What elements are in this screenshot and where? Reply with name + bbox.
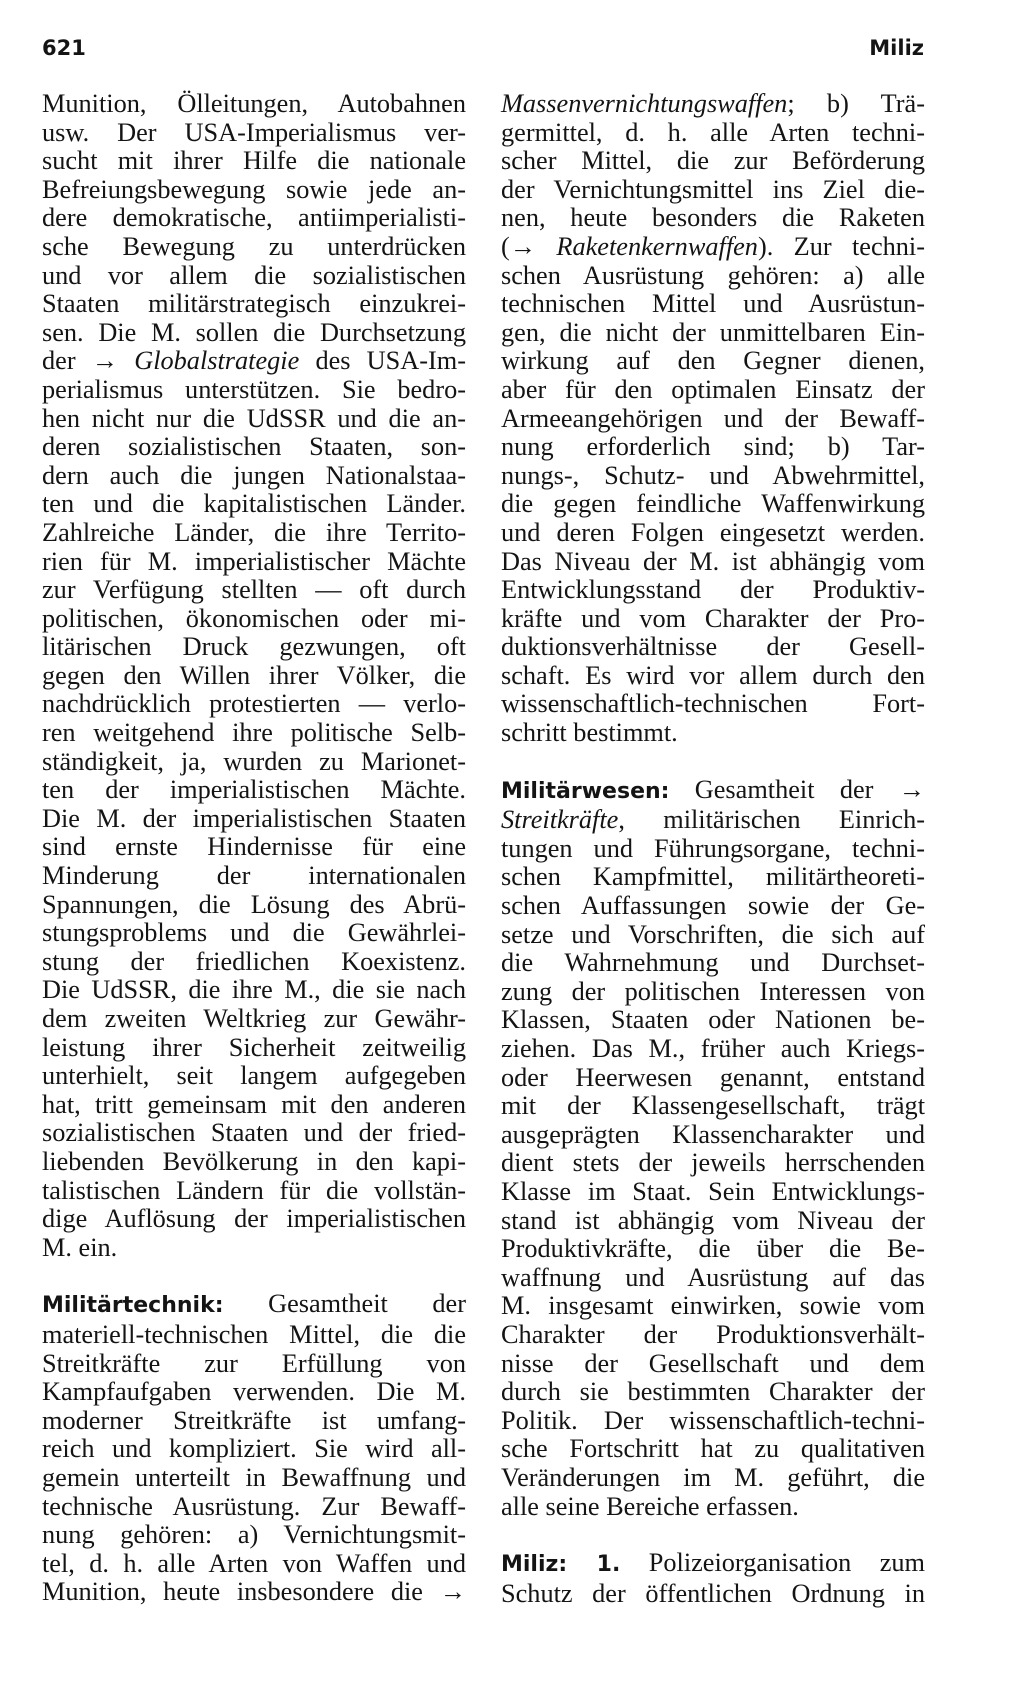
line-text: mit der Klassengesellschaft, trägt: [501, 1091, 925, 1121]
line-text: Armeeangehörigen und der Bewaff-: [501, 403, 925, 433]
line-text: germittel, d. h. alle Arten techni-: [501, 117, 925, 147]
text-line: [501, 662, 925, 691]
line-text: materiell-technischen Mittel, die die: [42, 1319, 466, 1349]
line-text: Streitkräfte zur Erfüllung von: [42, 1348, 466, 1378]
text-line: [42, 376, 466, 405]
line-text: Die UdSSR, die ihre M., die sie nach: [42, 975, 466, 1005]
line-text: stand ist abhängig vom Niveau der: [501, 1205, 925, 1235]
line-text: Klasse im Staat. Sein Entwicklungs-: [501, 1176, 925, 1206]
entry-gap: [501, 1521, 925, 1549]
text-line: [501, 433, 925, 462]
text-line: [42, 748, 466, 777]
line-text: der: [42, 346, 92, 376]
text-line: [42, 1578, 466, 1607]
text-line: [501, 1121, 925, 1150]
text-line: [42, 119, 466, 148]
text-line: [42, 1290, 466, 1321]
text-line: [501, 605, 925, 634]
line-text: setze und Vorschriften, die sich auf: [501, 919, 925, 949]
cross-reference-arrow-icon: →: [898, 774, 925, 804]
line-text: gen, die nicht der unmittelbaren Ein-: [501, 317, 925, 347]
text-line: [42, 1321, 466, 1350]
line-text: schen Auffassungen sowie der Ge-: [501, 891, 925, 921]
text-line: [501, 633, 925, 662]
line-text: nisse der Gesellschaft und dem: [501, 1348, 925, 1378]
text-line: [501, 376, 925, 405]
text-line: [42, 719, 466, 748]
line-text: talistischen Ländern für die vollstän-: [42, 1175, 466, 1205]
line-text: oder Heerwesen genannt, entstand: [501, 1062, 925, 1092]
line-text: hat, tritt gemeinsam mit den anderen: [42, 1089, 466, 1119]
line-text: Minderung der internationalen: [42, 861, 466, 891]
line-text: duktionsverhältnisse der Gesell-: [501, 632, 925, 662]
text-line: [42, 262, 466, 291]
line-text: dige Auflösung der imperialistischen: [42, 1204, 466, 1234]
line-text: Polizeiorganisation zum: [620, 1548, 925, 1578]
text-line: [501, 1264, 925, 1293]
text-line: [501, 576, 925, 605]
text-line: [501, 405, 925, 434]
line-text: deren sozialistischen Staaten, son-: [42, 432, 466, 462]
text-line: [42, 405, 466, 434]
line-text: dere demokratische, antiimperialisti-: [42, 203, 466, 233]
text-line: [501, 319, 925, 348]
text-line: [501, 1493, 925, 1522]
line-text: moderner Streitkräfte ist umfang-: [42, 1405, 466, 1435]
text-line: [42, 347, 466, 376]
text-line: [501, 347, 925, 376]
text-line: [42, 633, 466, 662]
cross-reference-arrow-icon: →: [509, 231, 537, 261]
right-column: [501, 90, 925, 1608]
text-line: [42, 176, 466, 205]
text-line: [42, 891, 466, 920]
line-text: tel, d. h. alle Arten von Waffen und: [42, 1548, 466, 1578]
line-text: nung erforderlich sind; b) Tar-: [501, 432, 925, 462]
line-text: und deren Folgen eingesetzt werden.: [501, 517, 925, 547]
text-line: [42, 1378, 466, 1407]
line-text: litärischen Druck gezwungen, oft: [42, 632, 466, 662]
line-text: Das Niveau der M. ist abhängig vom: [501, 546, 925, 576]
line-text: rien für M. imperialistischer Mächte: [42, 546, 466, 576]
text-line: [501, 1207, 925, 1236]
line-text: , militärischen Einrich-: [618, 805, 925, 835]
line-text: technischen Mittel und Ausrüstun-: [501, 289, 925, 319]
line-text: der Vernichtungsmittel ins Ziel die-: [501, 174, 925, 204]
line-text: waffnung und Ausrüstung auf das: [501, 1262, 925, 1292]
line-text: sucht mit ihrer Hilfe die nationale: [42, 146, 466, 176]
text-line: [501, 806, 925, 835]
text-line: [42, 690, 466, 719]
text-line: [501, 1321, 925, 1350]
text-line: [501, 90, 925, 119]
text-line: [501, 1006, 925, 1035]
line-text: scher Mittel, die zur Beförderung: [501, 146, 925, 176]
text-line: [42, 319, 466, 348]
line-text: ). Zur techni-: [757, 231, 925, 261]
headword-militaerwesen: Militärwesen:: [501, 778, 670, 804]
line-text: alle seine Bereiche erfassen.: [501, 1491, 799, 1521]
line-text: schen Kampfmittel, militärtheoreti-: [501, 862, 925, 892]
line-text: Entwicklungsstand der Produktiv-: [501, 575, 925, 605]
line-text: nungs-, Schutz- und Abwehrmittel,: [501, 460, 925, 490]
entry-militaerwesen: [501, 776, 925, 1521]
line-text: politischen, ökonomischen oder mi-: [42, 603, 466, 633]
line-text: Munition, Ölleitungen, Autobahnen: [42, 89, 466, 118]
line-text: und vor allem die sozialistischen: [42, 260, 466, 290]
line-text: Munition, heute insbesondere die: [42, 1577, 440, 1607]
line-text: gemein unterteilt in Bewaffnung und: [42, 1462, 466, 1492]
text-line: [501, 921, 925, 950]
text-line: [501, 233, 925, 262]
line-text: technische Ausrüstung. Zur Bewaff-: [42, 1491, 466, 1521]
line-text: Die M. der imperialistischen Staaten: [42, 803, 466, 833]
line-text: reich und kompliziert. Sie wird all-: [42, 1434, 466, 1464]
line-text: stungsproblems und die Gewährlei-: [42, 918, 466, 948]
cross-reference-term: Globalstrategie: [118, 346, 300, 376]
text-line: [42, 1521, 466, 1550]
text-line: [501, 147, 925, 176]
text-line: [42, 576, 466, 605]
line-text: sozialistischen Staaten und der fried-: [42, 1118, 466, 1148]
text-line: [501, 892, 925, 921]
entry-gap: [42, 1262, 466, 1290]
text-line: [42, 1205, 466, 1234]
headword-militaertechnik: Militärtechnik:: [42, 1293, 224, 1319]
text-line: [501, 1064, 925, 1093]
text-line: [501, 1092, 925, 1121]
line-text: die Wahrnehmung und Durchset-: [501, 948, 925, 978]
line-text: zur Verfügung stellten — oft durch: [42, 575, 466, 605]
text-line: [42, 776, 466, 805]
text-line: [42, 1177, 466, 1206]
text-line: [501, 1178, 925, 1207]
line-text: nung gehören: a) Vernichtungsmit-: [42, 1520, 466, 1550]
text-line: [501, 1235, 925, 1264]
line-text: schaft. Es wird vor allem durch den: [501, 660, 925, 690]
text-line: [42, 919, 466, 948]
line-text: sche Fortschritt hat zu qualitativen: [501, 1434, 925, 1464]
line-text: durch sie bestimmten Charakter der: [501, 1377, 925, 1407]
text-line: [42, 462, 466, 491]
text-line: [42, 662, 466, 691]
text-line: [42, 1062, 466, 1091]
line-text: aber für den optimalen Einsatz der: [501, 374, 925, 404]
line-text: Spannungen, die Lösung des Abrü-: [42, 889, 466, 919]
text-line: [42, 233, 466, 262]
text-line: [501, 1407, 925, 1436]
line-text: dient stets der jeweils herrschenden: [501, 1148, 925, 1178]
text-line: [501, 1464, 925, 1493]
line-text: Befreiungsbewegung sowie jede an-: [42, 174, 466, 204]
text-line: [42, 433, 466, 462]
entry-militaertechnik-cont: [501, 90, 925, 748]
line-text: Charakter der Produktionsverhält-: [501, 1319, 925, 1349]
text-line: [42, 948, 466, 977]
cross-reference-term: Raketenkernwaffen: [536, 231, 758, 261]
text-line: [42, 1148, 466, 1177]
line-text: dem zweiten Weltkrieg zur Gewähr-: [42, 1004, 466, 1033]
line-text: leistung ihrer Sicherheit zeitweilig: [42, 1032, 466, 1062]
text-line: [42, 1493, 466, 1522]
text-line: [42, 1234, 466, 1263]
line-text: die gegen feindliche Waffenwirkung: [501, 489, 925, 519]
line-text: schen Ausrüstung gehören: a) alle: [501, 260, 925, 290]
line-text: wissenschaftlich-technischen Fort-: [501, 689, 925, 719]
text-line: [501, 1292, 925, 1321]
left-column: [42, 90, 466, 1607]
text-line: [501, 719, 925, 748]
text-line: [501, 835, 925, 864]
text-line: [501, 119, 925, 148]
cross-reference-term: Streitkräfte: [501, 805, 619, 835]
text-line: [501, 262, 925, 291]
cross-reference-arrow-icon: →: [91, 346, 119, 376]
line-text: ten und die kapitalistischen Länder.: [42, 489, 466, 519]
text-line: [42, 605, 466, 634]
line-text: sche Bewegung zu unterdrücken: [42, 231, 466, 261]
line-text: des USA-Im-: [299, 346, 467, 376]
line-text: (: [501, 231, 510, 261]
line-text: nen, heute besonders die Raketen: [501, 203, 925, 233]
line-text: zung der politischen Interessen von: [501, 976, 925, 1006]
line-text: Klassen, Staaten oder Nationen be-: [501, 1005, 925, 1035]
line-text: nachdrücklich protestierten — verlo-: [42, 689, 466, 719]
text-line: [42, 805, 466, 834]
line-text: Produktivkräfte, die über die Be-: [501, 1234, 925, 1264]
text-line: [42, 204, 466, 233]
line-text: ten der imperialistischen Mächte.: [42, 775, 466, 805]
line-text: ren weitgehend ihre politische Selb-: [42, 718, 466, 748]
entry-gap: [501, 748, 925, 776]
line-text: sind ernste Hindernisse für eine: [42, 832, 466, 862]
line-text: Gesamtheit der: [223, 1289, 466, 1319]
text-line: [501, 462, 925, 491]
line-text: liebenden Bevölkerung in den kapi-: [42, 1146, 466, 1176]
line-text: ziehen. Das M., früher auch Kriegs-: [501, 1034, 925, 1063]
text-line: [501, 548, 925, 577]
line-text: sen. Die M. sollen die Durchsetzung: [42, 317, 466, 347]
line-text: ; b) Trä-: [787, 89, 925, 118]
line-text: wirkung auf den Gegner dienen,: [501, 346, 925, 376]
text-line: [42, 90, 466, 119]
text-line: [501, 1149, 925, 1178]
text-line: [42, 519, 466, 548]
text-line: [501, 1435, 925, 1464]
headword-miliz: Miliz:: [501, 1552, 568, 1578]
sense-number: 1.: [567, 1552, 621, 1578]
running-head: Miliz: [869, 36, 924, 60]
line-text: schritt bestimmt.: [501, 718, 678, 748]
cross-reference-term: Massenvernichtungswaffen: [501, 89, 788, 118]
text-line: [42, 976, 466, 1005]
text-line: [42, 1407, 466, 1436]
text-line: [501, 1580, 925, 1609]
cross-reference-arrow-icon: →: [439, 1577, 466, 1607]
line-text: unterhielt, seit langem aufgegeben: [42, 1061, 466, 1091]
text-line: [42, 1034, 466, 1063]
line-text: kräfte und vom Charakter der Pro-: [501, 603, 925, 633]
text-line: [501, 1350, 925, 1379]
text-line: [501, 978, 925, 1007]
text-line: [501, 290, 925, 319]
text-line: [501, 1378, 925, 1407]
text-line: [501, 490, 925, 519]
page-number: 621: [42, 36, 86, 60]
text-line: [42, 1350, 466, 1379]
page-header: [42, 36, 924, 66]
line-text: M. insgesamt einwirken, sowie vom: [501, 1291, 925, 1321]
text-line: [501, 204, 925, 233]
text-line: [42, 1550, 466, 1579]
text-line: [42, 490, 466, 519]
text-line: [42, 1091, 466, 1120]
line-text: Politik. Der wissenschaftlich-techni-: [501, 1405, 925, 1435]
line-text: ausgeprägten Klassencharakter und: [501, 1119, 925, 1149]
text-line: [501, 1549, 925, 1580]
line-text: gegen den Willen ihrer Völker, die: [42, 660, 466, 690]
line-text: Staaten militärstrategisch einzukrei-: [42, 289, 466, 319]
line-text: Veränderungen im M. geführt, die: [501, 1462, 925, 1492]
text-line: [42, 1119, 466, 1148]
text-line: [42, 290, 466, 319]
line-text: Gesamtheit der: [669, 774, 899, 804]
line-text: Zahlreiche Länder, die ihre Territo-: [42, 517, 466, 547]
text-line: [42, 833, 466, 862]
line-text: usw. Der USA-Imperialismus ver-: [42, 117, 466, 147]
text-line: [501, 1035, 925, 1064]
line-text: M. ein.: [42, 1232, 118, 1262]
entry-militaertechnik: [42, 1290, 466, 1607]
text-line: [501, 949, 925, 978]
line-text: tungen und Führungsorgane, techni-: [501, 833, 925, 863]
text-line: [42, 1464, 466, 1493]
text-line: [42, 548, 466, 577]
line-text: ständigkeit, ja, wurden zu Marionet-: [42, 746, 466, 776]
text-line: [501, 776, 925, 807]
text-line: [42, 1005, 466, 1034]
text-line: [42, 147, 466, 176]
entry-miliz: [501, 1549, 925, 1608]
line-text: hen nicht nur die UdSSR und die an-: [42, 403, 466, 433]
line-text: perialismus unterstützen. Sie bedro-: [42, 374, 466, 404]
line-text: Kampfaufgaben verwenden. Die M.: [42, 1377, 466, 1407]
text-line: [501, 690, 925, 719]
line-text: dern auch die jungen Nationalstaa-: [42, 460, 466, 490]
text-line: [501, 863, 925, 892]
line-text: stung der friedlichen Koexistenz.: [42, 946, 466, 976]
text-line: [42, 1435, 466, 1464]
entry-continuation: [42, 90, 466, 1262]
text-line: [501, 519, 925, 548]
text-line: [501, 176, 925, 205]
text-line: [42, 862, 466, 891]
line-text: Schutz der öffentlichen Ordnung in: [501, 1578, 925, 1608]
